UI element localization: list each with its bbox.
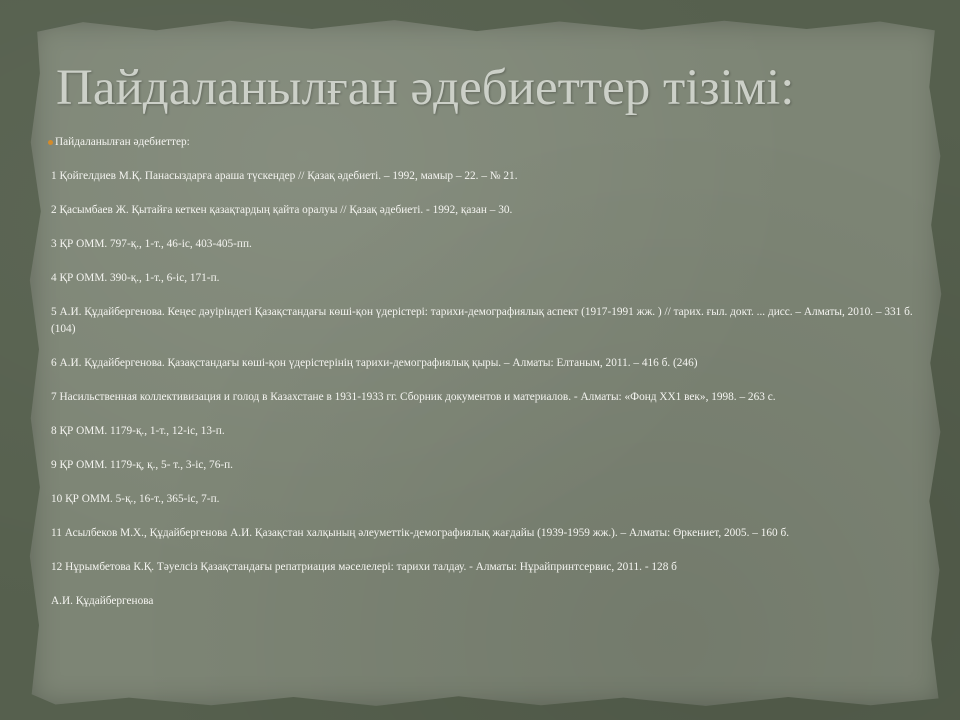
author-signature: А.И. Құдайбергенова (51, 595, 154, 607)
bibliography-entry-11: 11 Асылбеков М.Х., Құдайбергенова А.И. Қазақстан халқының әлеуметтік-демографиялық жағдайы (1939-1959 жж.). – Алматы: Өркениет, 2005. – 160 б. (51, 527, 790, 539)
bibliography-entry-3: 3 ҚР ОММ. 797-қ., 1-т., 46-іс, 403-405-пп. (51, 238, 252, 250)
slide-title: Пайдаланылған әдебиеттер тізімі: (56, 60, 795, 116)
bibliography-entry-8: 8 ҚР ОММ. 1179-қ., 1-т., 12-іс, 13-п. (51, 425, 225, 437)
bibliography-intro-line (48, 134, 928, 151)
bibliography-entry-12: 12 Нұрымбетова К.Қ. Тәуелсіз Қазақстандағы репатриация мәселелері: тарихи талдау. - Алматы: Нұрайпринтсервис, 2011. - 128 б (51, 561, 677, 573)
bibliography-entry-5: 5 А.И. Құдайбергенова. Кеңес дәуіріндегі Қазақстандағы көші-қон үдерістері: тарихи-демографиялық аспект (1917-1991 жж. ) // тарих. ғыл. докт. ... дисс. – Алматы, 2010. – 331 б. (104) (51, 306, 913, 335)
bullet-icon (48, 140, 53, 145)
bibliography-entry-10: 10 ҚР ОММ. 5-қ., 16-т., 365-іс, 7-п. (51, 493, 220, 505)
bibliography-entry-9: 9 ҚР ОММ. 1179-қ, қ., 5- т., 3-іс, 76-п. (51, 459, 233, 471)
bibliography-list (48, 134, 928, 627)
bibliography-entry-1: 1 Қойгелдиев М.Қ. Панасыздарға араша түскендер // Қазақ әдебиеті. – 1992, мамыр – 22. – № 21. (51, 170, 518, 182)
bibliography-entry-7: 7 Насильственная коллективизация и голод в Казахстане в 1931-1933 гг. Сборник документов и материалов. - Алматы: «Фонд XX1 век», 1998. – 263 с. (51, 391, 776, 403)
bibliography-entry-2: 2 Қасымбаев Ж. Қытайға кеткен қазақтардың қайта оралуы // Қазақ әдебиеті. - 1992, қазан – 30. (51, 204, 513, 216)
bibliography-intro: Пайдаланылған әдебиеттер: (55, 136, 190, 148)
bibliography-entry-6: 6 А.И. Құдайбергенова. Қазақстандағы көші-қон үдерістерінің тарихи-демографиялық қыры. – Алматы: Елтаным, 2011. – 416 б. (246) (51, 357, 698, 369)
bibliography-entry-4: 4 ҚР ОММ. 390-қ., 1-т., 6-іс, 171-п. (51, 272, 220, 284)
